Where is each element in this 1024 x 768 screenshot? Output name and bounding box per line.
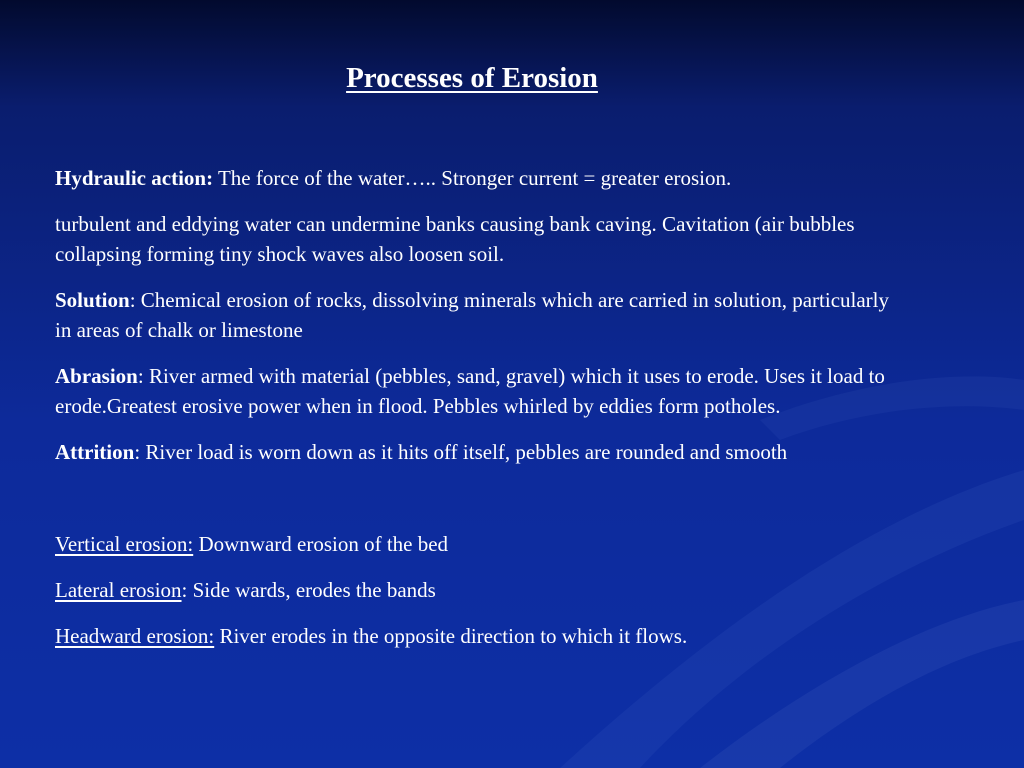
text-vertical-erosion: Downward erosion of the bed [193,532,449,556]
paragraph-turbulent [55,209,895,269]
term-lateral-erosion: Lateral erosion [55,578,182,602]
term-solution: Solution [55,288,130,312]
term-abrasion: Abrasion [55,364,138,388]
text-turbulent: turbulent and eddying water can undermine banks causing bank caving. Cavitation (air bubbles collapsing forming tiny shock waves also loosen soil. [55,212,855,266]
term-vertical-erosion: Vertical erosion: [55,532,194,556]
slide-title: Processes of Erosion [346,62,598,94]
text-hydraulic-action: The force of the water….. Stronger current = greater erosion. [213,166,732,190]
text-headward-erosion: River erodes in the opposite direction to which it flows. [214,624,688,648]
paragraph-lateral-erosion [55,575,895,605]
term-headward-erosion: Headward erosion: [55,624,215,648]
text-abrasion: : River armed with material (pebbles, sand, gravel) which it uses to erode. Uses it load to erode.Greatest erosive power when in flood. Pebbles whirled by eddies form potholes. [55,364,885,418]
term-attrition: Attrition [55,440,135,464]
paragraph-solution [55,285,895,345]
paragraph-abrasion [55,361,895,421]
paragraph-attrition [55,437,895,467]
paragraph-vertical-erosion [55,529,895,559]
text-solution: : Chemical erosion of rocks, dissolving minerals which are carried in solution, particularly in areas of chalk or limestone [55,288,890,342]
term-hydraulic-action: Hydraulic action: [55,166,214,190]
paragraph-hydraulic-action [55,163,895,193]
spacer [55,483,895,529]
slide-body [55,163,895,667]
text-lateral-erosion: : Side wards, erodes the bands [181,578,436,602]
paragraph-headward-erosion [55,621,895,651]
text-attrition: : River load is worn down as it hits off itself, pebbles are rounded and smooth [134,440,788,464]
